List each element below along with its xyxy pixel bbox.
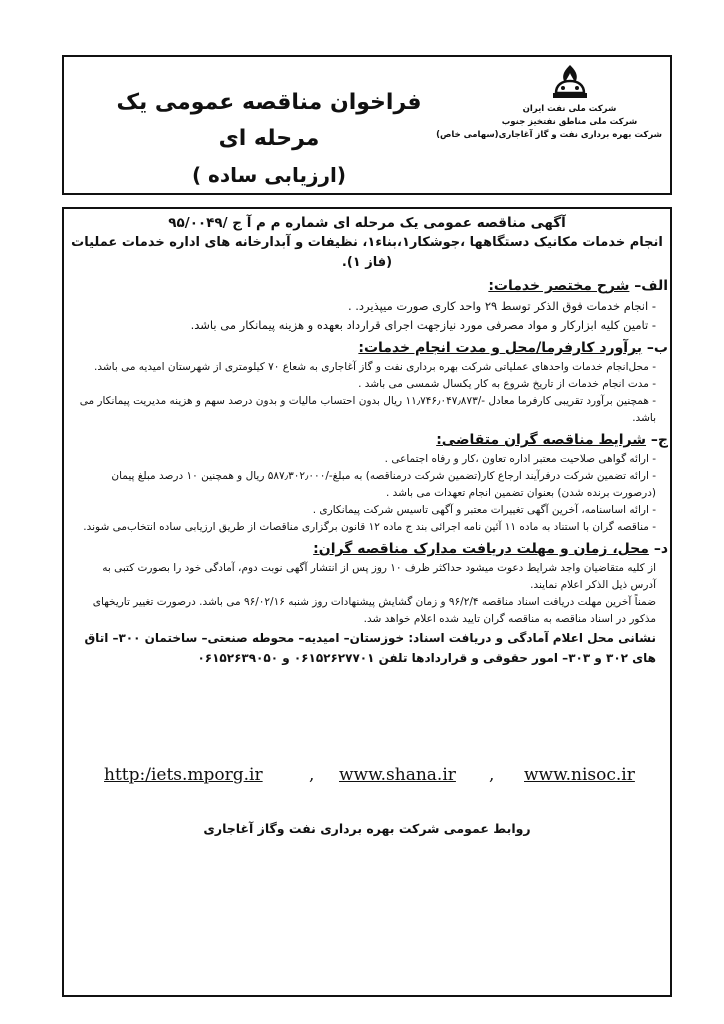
logo-line-nioc: شرکت ملی نفت ایران xyxy=(522,104,617,114)
link-iets[interactable]: http:/iets.mporg.ir xyxy=(104,765,263,785)
section-a-heading xyxy=(64,275,670,297)
section-d-letter: د– xyxy=(653,541,668,557)
section-d-title: محل، زمان و مهلت دریافت مدارک مناقصه گران: xyxy=(313,541,649,557)
nioc-logo-icon xyxy=(548,63,592,103)
section-d-paragraph: از کلیه متقاضیان واجد شرایط دعوت میشود حداکثر ظرف ۱۰ روز پس از انتشار آگهی نوبت دوم، آمادگی خود را بصورت کتبی به آدرس ذیل الذکر اعلام نمایند. xyxy=(102,562,656,591)
section-a-item: - انجام خدمات فوق الذکر توسط ۲۹ واحد کاری صورت میپذیرد. . xyxy=(347,299,656,313)
section-c-heading xyxy=(64,429,670,451)
page-title: فراخوان مناقصه عمومی یک مرحله ای xyxy=(116,90,422,151)
section-a-letter: الف– xyxy=(634,278,668,294)
link-nisoc[interactable]: www.nisoc.ir xyxy=(524,765,635,785)
link-separator: , xyxy=(489,765,495,785)
header-box xyxy=(62,55,672,195)
title-block xyxy=(104,85,434,193)
link-shana[interactable]: www.shana.ir xyxy=(339,765,456,785)
section-c-item: - ارائه گواهی صلاحیت معتبر اداره تعاون ،کار و رفاه اجتماعی . xyxy=(384,453,656,465)
link-separator: , xyxy=(309,765,315,785)
section-a-item: - تامین کلیه ابزارکار و مواد مصرفی مورد نیازجهت اجرای قرارداد بعهده و هزینه پیمانکار می باشد. xyxy=(190,318,656,332)
section-a-title: شرح مختصر خدمات: xyxy=(488,278,630,294)
document-address: نشانی محل اعلام آمادگی و دریافت اسناد: خوزستان– امیدیه– محوطه صنعتی– ساختمان ۳۰۰– اتاق های ۳۰۲ و ۳۰۳– امور حقوقی و قراردادها تلفن ۰۶۱۵۲۶۲۷۷۰۱ و ۰۶۱۵۲۶۳۹۰۵۰ xyxy=(84,631,656,665)
section-d-heading xyxy=(64,538,670,560)
website-links xyxy=(94,765,640,791)
announcement-box xyxy=(62,207,672,997)
section-c-title: شرایط مناقصه گران متقاضی: xyxy=(436,432,647,448)
section-b-letter: ب– xyxy=(646,340,668,356)
tender-number-title: آگهی مناقصه عمومی یک مرحله ای شماره م م آ ج /۹۵/۰۰۴۹ xyxy=(168,215,566,231)
section-c-letter: ج– xyxy=(650,432,668,448)
section-b-item: - همچنین برآورد تقریبی کارفرما معادل -/۱۱٫۷۴۶٫۰۴۷٫۸۷۳ ریال بدون احتساب مالیات و بدون درصد سهم و هزینه مدیریت پیمانکار می باشد. xyxy=(79,395,656,424)
tender-subject: انجام خدمات مکانیک دستگاهها ،جوشکار۱،بناء۱، نظیفات و آبدارخانه های اداره خدمات عملیات (فاز ۱). xyxy=(71,235,663,270)
section-c-item: - ارائه تضمین شرکت درفرآیند ارجاع کار(تضمین شرکت درمناقصه) به مبلغ-/۵۸۷٫۳۰۲٫۰۰۰ ریال و همچنین ۱۰ درصد مبلغ پیمان (درصورت برنده شدن) بعنوان تضمین انجام تعهدات می باشد . xyxy=(111,470,656,499)
page-subtitle: (ارزیابی ساده ) xyxy=(191,163,347,187)
company-logo-block xyxy=(436,63,662,142)
section-b-item: - مدت انجام خدمات از تاریخ شروع به کار یکسال شمسی می باشد . xyxy=(358,378,656,390)
section-b-item: - محل‌انجام خدمات واحدهای عملیاتی شرکت بهره برداری نفت و گاز آغاجاری به شعاع ۷۰ کیلومتری از شهرستان امیدیه می باشد. xyxy=(93,361,656,373)
section-c-item: - مناقصه گران با استناد به ماده ۱۱ آئین نامه اجرائی بند ج ماده ۱۲ قانون برگزاری مناقصات از طریق ارزیابی ساده انتخاب‌می شوند. xyxy=(83,521,656,533)
section-b-heading xyxy=(64,337,670,359)
logo-line-nisoc: شرکت ملی مناطق نفتخیز جنوب xyxy=(501,117,638,127)
public-relations-signature: روابط عمومی شرکت بهره برداری نفت وگاز آغاجاری xyxy=(203,821,531,836)
section-b-title: برآورد کارفرما/محل و مدت انجام خدمات: xyxy=(358,340,643,356)
announcement-content xyxy=(64,209,670,668)
logo-line-aghajari: شرکت بهره برداری نفت و گاز آغاجاری(سهامی خاص) xyxy=(436,130,662,140)
section-c-item: - ارائه اساسنامه، آخرین آگهی تغییرات معتبر و آگهی تاسیس شرکت پیمانکاری . xyxy=(312,504,656,516)
section-d-paragraph: ضمناً آخرین مهلت دریافت اسناد مناقصه ۹۶/۲/۴ و زمان گشایش پیشنهادات روز شنبه ۹۶/۰۲/۱۶ می باشد. درصورت تغییر تاریخهای مذکور در اسناد مناقصه به مناقصه گران تایید شده اعلام خواهد شد. xyxy=(92,596,656,625)
